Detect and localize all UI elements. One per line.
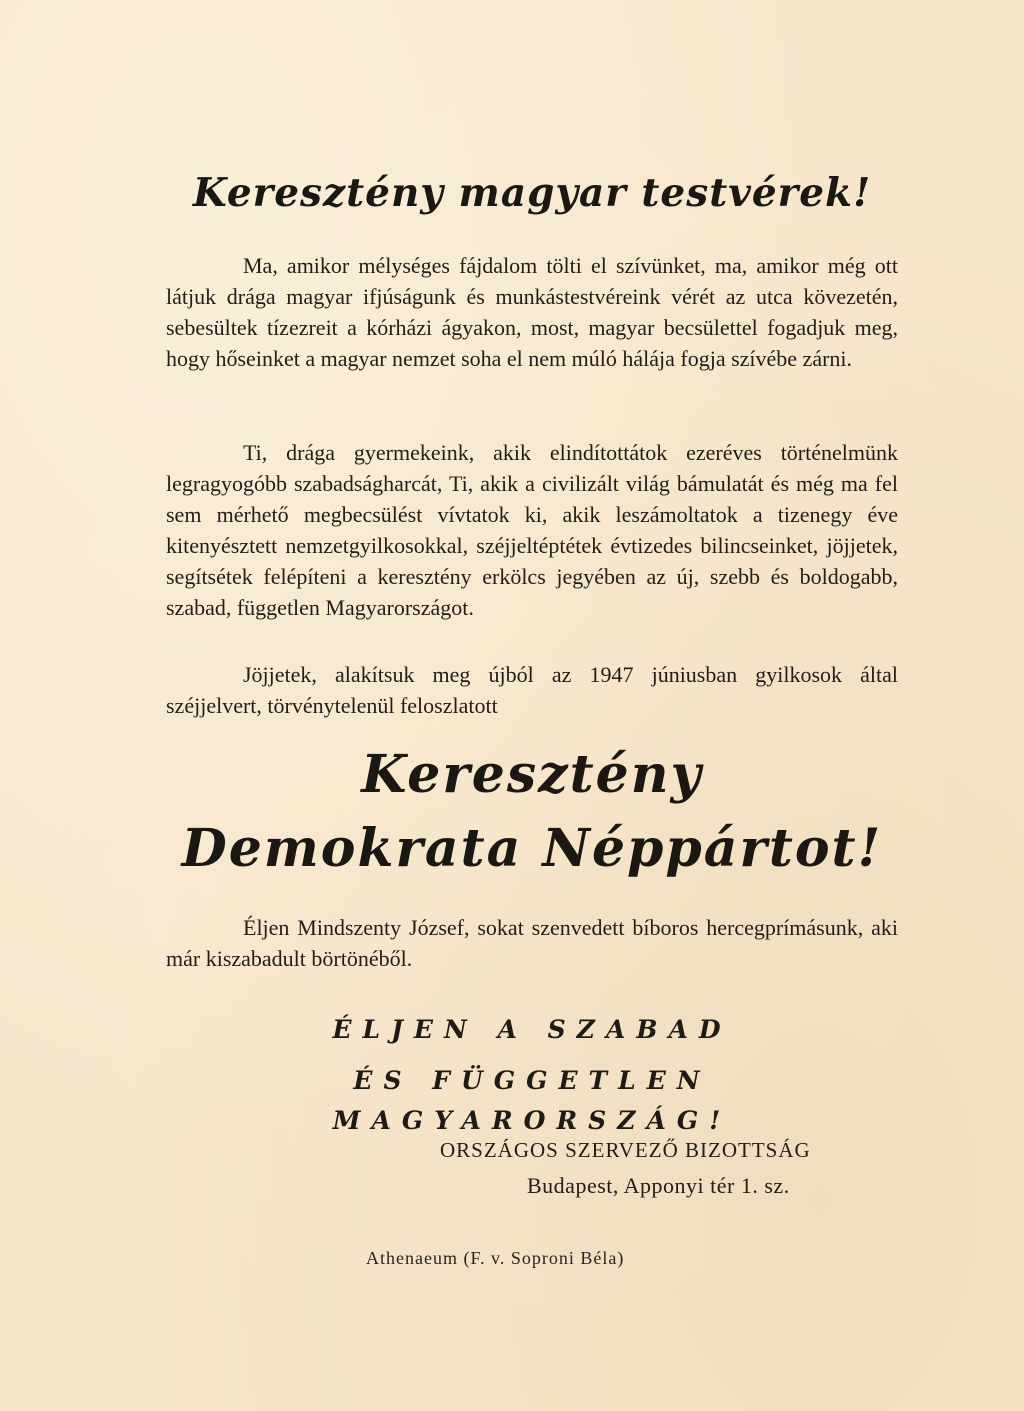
paragraph-call-to-reform: Jöjjetek, alakítsuk meg újból az 1947 júniusban gyilkosok által széjjelvert, törvénytelenül feloszlatott [166, 662, 898, 718]
leaflet-heading: Keresztény magyar testvérek! [192, 170, 872, 216]
slogan-line1: ÉLJEN A SZABAD [332, 1015, 732, 1044]
organization-name: ORSZÁGOS SZERVEZŐ BIZOTTSÁG [440, 1138, 811, 1162]
slogan-line2: ÉS FÜGGETLEN MAGYARORSZÁG! [332, 1066, 732, 1135]
paragraph-mindszenty: Éljen Mindszenty József, sokat szenvedett bíboros hercegprímásunk, aki már kiszabadult börtönéből. [166, 915, 898, 971]
organization-address: Budapest, Apponyi tér 1. sz. [527, 1173, 790, 1198]
paragraph-appeal-to-youth: Ti, drága gyermekeink, akik elindítottátok ezeréves történelmünk legragyogóbb szabadságharcát, Ti, akik a civilizált világ bámulatát és még ma fel sem mérhető megbecsülést vívtatok ki, akik leszámoltatok a tizenegy éve kitenyésztett nemzetgyilkosokkal, széjjeltéptétek évtizedes bilincseinket, jöjjetek, segítsétek felépíteni a keresztény erkölcs jegyében az új, szebb és boldogabb, szabad, független Magyarországot. [166, 440, 898, 620]
printer-imprint: Athenaeum (F. v. Soproni Béla) [366, 1248, 625, 1268]
party-name-line1: Keresztény [361, 744, 703, 805]
paragraph-opening: Ma, amikor mélységes fájdalom tölti el szívünket, ma, amikor még ott látjuk drága magyar ifjúságunk és munkástestvéreink vérét az utca kövezetén, sebesültek tízezreit a kórházi ágyakon, most, magyar becsülettel fogadjuk meg, hogy hőseinket a magyar nemzet soha el nem múló hálája fogja szívébe zárni. [166, 253, 898, 371]
party-name-line2: Demokrata Néppártot! [181, 818, 883, 879]
